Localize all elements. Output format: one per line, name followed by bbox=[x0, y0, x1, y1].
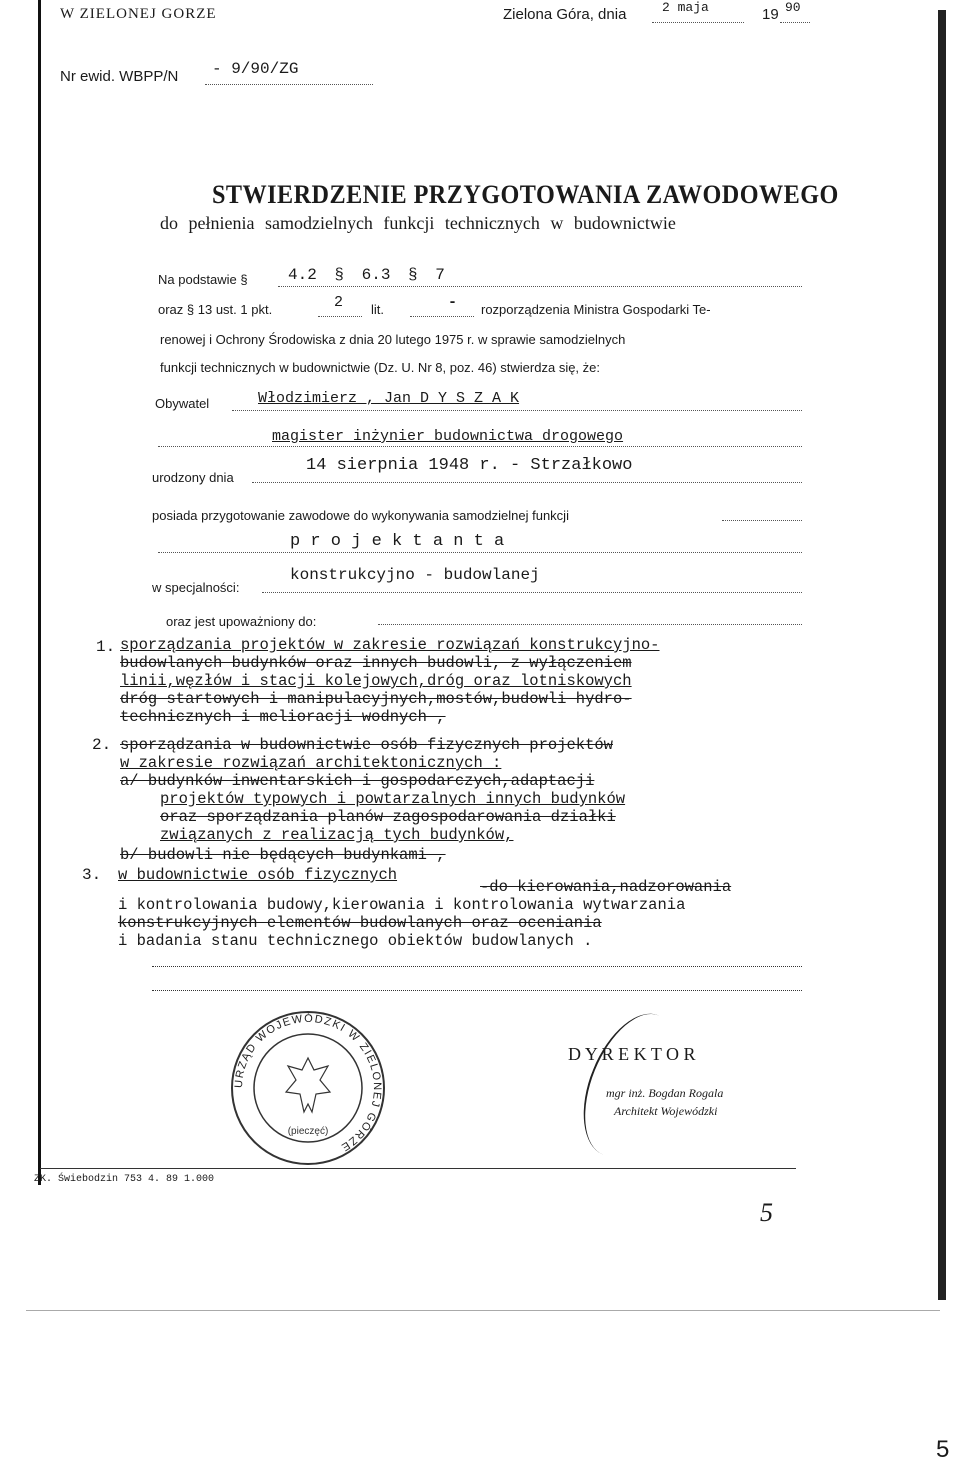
footer-rule bbox=[40, 1168, 796, 1169]
scope-end-line-2 bbox=[152, 990, 802, 991]
scope-line: sporządzania w budownictwie osób fizycznych projektów bbox=[120, 736, 613, 754]
lit-line bbox=[410, 316, 474, 317]
seal-center-text: (pieczęć) bbox=[287, 1126, 329, 1137]
birth-info: 14 sierpnia 1948 r. - Strzałkowo bbox=[306, 456, 633, 475]
signature-stroke bbox=[565, 1000, 697, 1170]
seal-ring-text: URZĄD WOJEWÓDZKI W ZIELONEJ GÓRZE bbox=[232, 1012, 384, 1154]
degree-line bbox=[158, 446, 802, 447]
scope-line: związanych z realizacją tych budynków, bbox=[160, 826, 514, 844]
scope-line: a/ budynków inwentarskich i gospodarczych,adaptacji bbox=[120, 772, 595, 790]
basis-text-3: funkcji technicznych w budownictwie (Dz. U. Nr 8, poz. 46) stwierdza się, że: bbox=[160, 360, 601, 375]
registry-line bbox=[205, 84, 373, 85]
specialty-label: w specjalności: bbox=[152, 580, 240, 595]
citizen-label: Obywatel bbox=[155, 396, 210, 411]
qualification-line bbox=[722, 520, 802, 521]
scope-line: oraz sporządzania planów zagospodarowania działki bbox=[160, 808, 616, 826]
director-position: Architekt Wojewódzki bbox=[614, 1104, 718, 1118]
pkt-line bbox=[318, 316, 362, 317]
date-line bbox=[652, 22, 744, 23]
issue-year: 90 bbox=[785, 0, 801, 15]
scope-line: -do kierowania,nadzorowania bbox=[480, 878, 732, 896]
function-line bbox=[158, 552, 802, 553]
registry-number: - 9/90/ZG bbox=[212, 60, 299, 78]
official-seal bbox=[228, 1008, 388, 1168]
handwritten-page-number: 5 bbox=[760, 1198, 773, 1227]
year-prefix: 19 bbox=[762, 6, 779, 23]
basis-pkt: 2 bbox=[334, 294, 344, 311]
scope-line: projektów typowych i powtarzalnych innych budynków bbox=[160, 790, 626, 808]
birth-line bbox=[252, 482, 802, 483]
scope-line: technicznych i melioracji wodnych , bbox=[120, 708, 446, 726]
scope-line: i badania stanu technicznego obiektów budowlanych . bbox=[118, 932, 593, 950]
basis-label: Na podstawie § bbox=[158, 272, 248, 287]
specialty: konstrukcyjno - budowlanej bbox=[290, 566, 540, 584]
scan-edge-right bbox=[938, 10, 946, 1300]
scope-line: i kontrolowania budowy,kierowania i kontrolowania wytwarzania bbox=[118, 896, 686, 914]
director-title: D Y R E K T O R bbox=[568, 1044, 696, 1064]
scan-bottom-edge bbox=[26, 1310, 940, 1311]
basis-line bbox=[278, 286, 802, 287]
director-name: mgr inż. Bogdan Rogala bbox=[606, 1086, 724, 1100]
scope-num-3: 3. bbox=[82, 866, 102, 884]
scope-line: budowlanych budynków oraz innych budowli, z wyłączeniem bbox=[120, 654, 632, 672]
document-title: STWIERDZENIE PRZYGOTOWANIA ZAWODOWEGO bbox=[212, 180, 839, 209]
scope-line: linii,węzłów i stacji kolejowych,dróg oraz lotniskowych bbox=[120, 672, 632, 690]
issuing-office: W ZIELONEJ GORZE bbox=[60, 6, 217, 22]
document-subtitle: do pełnienia samodzielnych funkcji technicznych w budownictwie bbox=[160, 213, 676, 233]
registry-label: Nr ewid. WBPP/N bbox=[60, 68, 179, 85]
basis-lit: - bbox=[448, 294, 458, 311]
academic-degree: magister inżynier budownictwa drogowego bbox=[272, 428, 624, 445]
scan-edge-left bbox=[38, 0, 41, 1185]
scope-line: w budownictwie osób fizycznych bbox=[118, 866, 398, 884]
name-line bbox=[232, 410, 802, 411]
born-label: urodzony dnia bbox=[152, 470, 234, 485]
print-info: ZK. Świebodzin 753 4. 89 1.000 bbox=[34, 1174, 215, 1185]
scope-line: dróg startowych i manipulacyjnych,mostów,budowli hydro- bbox=[120, 690, 632, 708]
scope-line: w zakresie rozwiązań architektonicznych : bbox=[120, 754, 502, 772]
basis-text-1: rozporządzenia Ministra Gospodarki Te- bbox=[481, 302, 711, 317]
scope-line: b/ budowli nie będących budynkami , bbox=[120, 846, 446, 864]
eagle-emblem bbox=[286, 1058, 330, 1112]
basis-text-2: renowej i Ochrony Środowiska z dnia 20 lutego 1975 r. w sprawie samodzielnych bbox=[160, 332, 626, 347]
basis-oraz: oraz § 13 ust. 1 pkt. bbox=[158, 302, 273, 317]
scope-num-2: 2. bbox=[92, 736, 112, 754]
citizen-name: Włodzimierz , Jan D Y S Z A K bbox=[258, 390, 520, 407]
authorized-line bbox=[378, 624, 802, 625]
authorized-label: oraz jest upoważniony do: bbox=[166, 614, 317, 629]
page-number: 5 bbox=[936, 1436, 950, 1463]
qualification-text: posiada przygotowanie zawodowe do wykonywania samodzielnej funkcji bbox=[152, 508, 569, 523]
scope-end-line-1 bbox=[152, 966, 802, 967]
basis-paragraphs: 4.2 § 6.3 § 7 bbox=[288, 266, 445, 284]
specialty-line bbox=[262, 592, 802, 593]
scope-line: sporządzania projektów w zakresie rozwiązań konstrukcyjno- bbox=[120, 636, 660, 654]
year-line bbox=[780, 22, 810, 23]
function-name: p r o j e k t a n t a bbox=[290, 532, 505, 551]
basis-lit-label: lit. bbox=[371, 302, 384, 317]
place-date-label: Zielona Góra, dnia bbox=[503, 6, 627, 23]
scope-num-1: 1. bbox=[96, 638, 116, 656]
scope-line: konstrukcyjnych elementów budowlanych oraz oceniania bbox=[118, 914, 602, 932]
issue-date: 2 maja bbox=[662, 0, 709, 15]
